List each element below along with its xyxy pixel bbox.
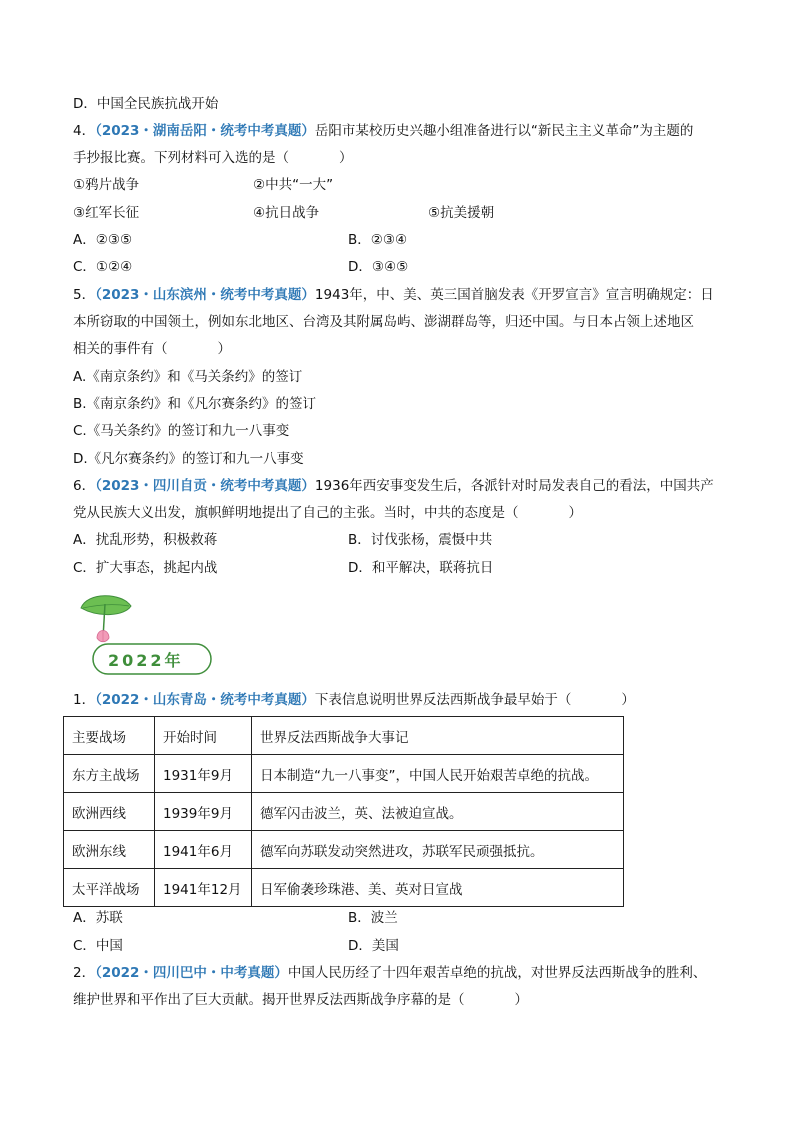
question-number: 4．: [73, 123, 96, 139]
q4-material-1: ①鸦片战争: [73, 177, 140, 193]
q4-option-b: B．②③④: [348, 232, 408, 248]
q6-option-b: B．讨伐张杨，震慑中共: [348, 532, 493, 548]
table-cell: 1931年9月: [155, 755, 252, 793]
table-header-row: [64, 717, 624, 755]
q5-option-c: C.《马关条约》的签订和九一八事变: [73, 423, 290, 439]
table-row: [64, 869, 624, 907]
q2022-1-option-c: C．中国: [73, 938, 123, 954]
war-events-table: [63, 716, 624, 907]
q4-option-c: C．①②④: [73, 259, 133, 275]
q4-material-5: ⑤抗美援朝: [428, 205, 495, 221]
table-cell: 欧洲东线: [64, 831, 155, 869]
q6-option-a: A．扰乱形势，积极救蒋: [73, 532, 218, 548]
q5-option-b: B.《南京条约》和《凡尔赛条约》的签订: [73, 396, 317, 412]
q5-stem-line1: 5．（2023・山东滨州・统考中考真题）1943年，中、美、英三国首脑发表《开罗宣言》宣言明确规定：日: [73, 287, 714, 303]
table-cell: 1941年6月: [155, 831, 252, 869]
q5-option-a: A.《南京条约》和《马关条约》的签订: [73, 369, 303, 385]
q3-option-d: D．中国全民族抗战开始: [73, 96, 219, 112]
table-header-cell: 主要战场: [64, 717, 155, 755]
table-cell: 东方主战场: [64, 755, 155, 793]
question-source: （2022・山东青岛・统考中考真题）: [95, 692, 315, 708]
q4-material-4: ④抗日战争: [253, 205, 320, 221]
question-source: （2023・湖南岳阳・统考中考真题）: [95, 123, 315, 139]
q6-stem-line2: 党从民族大义出发，旗帜鲜明地提出了自己的主张。当时，中共的态度是（ ）: [73, 505, 582, 521]
q4-stem-line1: 4．（2023・湖南岳阳・统考中考真题）岳阳市某校历史兴趣小组准备进行以“新民主主义革命”为主题的: [73, 123, 694, 139]
table-cell: 1941年12月: [155, 869, 252, 907]
q4-option-d: D．③④⑤: [348, 259, 409, 275]
q5-stem-line2: 本所窃取的中国领土，例如东北地区、台湾及其附属岛屿、澎湖群岛等，归还中国。与日本占领上述地区: [73, 314, 694, 330]
table-cell: 1939年9月: [155, 793, 252, 831]
q5-option-d: D.《凡尔赛条约》的签订和九一八事变: [73, 451, 304, 467]
question-source: （2022・四川巴中・中考真题）: [95, 965, 288, 981]
question-source: （2023・山东滨州・统考中考真题）: [95, 287, 315, 303]
table-header-cell: 世界反法西斯战争大事记: [252, 717, 624, 755]
q4-stem-line2: 手抄报比赛。下列材料可入选的是（ ）: [73, 150, 353, 166]
q6-option-c: C．扩大事态，挑起内战: [73, 560, 218, 576]
table-header-cell: 开始时间: [155, 717, 252, 755]
year-heading: 2022年: [108, 651, 184, 670]
question-source: （2023・四川自贡・统考中考真题）: [95, 478, 315, 494]
table-cell: 日军偷袭珍珠港、美、英对日宣战: [252, 869, 624, 907]
q4-option-a: A．②③⑤: [73, 232, 133, 248]
q2022-1-option-a: A．苏联: [73, 910, 123, 926]
table-row: [64, 755, 624, 793]
q6-option-d: D．和平解决，联蒋抗日: [348, 560, 494, 576]
q2022-2-stem-line2: 维护世界和平作出了巨大贡献。揭开世界反法西斯战争序幕的是（ ）: [73, 992, 528, 1008]
q6-stem-line1: 6．（2023・四川自贡・统考中考真题）1936年西安事变发生后，各派针对时局发表自己的看法，中国共产: [73, 478, 714, 494]
q2022-1-stem: 1．（2022・山东青岛・统考中考真题）下表信息说明世界反法西斯战争最早始于（ ）: [73, 692, 635, 708]
table-cell: 德军闪击波兰，英、法被迫宣战。: [252, 793, 624, 831]
table-cell: 德军向苏联发动突然进攻，苏联军民顽强抵抗。: [252, 831, 624, 869]
q5-stem-line3: 相关的事件有（ ）: [73, 341, 231, 357]
table-row: [64, 831, 624, 869]
table-cell: 欧洲西线: [64, 793, 155, 831]
table-row: [64, 793, 624, 831]
q4-material-3: ③红军长征: [73, 205, 140, 221]
q2022-1-option-d: D．美国: [348, 938, 399, 954]
q2022-2-stem-line1: 2．（2022・四川巴中・中考真题）中国人民历经了十四年艰苦卓绝的抗战，对世界反法西斯战争的胜利、: [73, 965, 707, 981]
table-cell: 日本制造“九一八事变”，中国人民开始艰苦卓绝的抗战。: [252, 755, 624, 793]
table-cell: 太平洋战场: [64, 869, 155, 907]
q4-material-2: ②中共“一大”: [253, 177, 334, 193]
q2022-1-option-b: B．波兰: [348, 910, 398, 926]
